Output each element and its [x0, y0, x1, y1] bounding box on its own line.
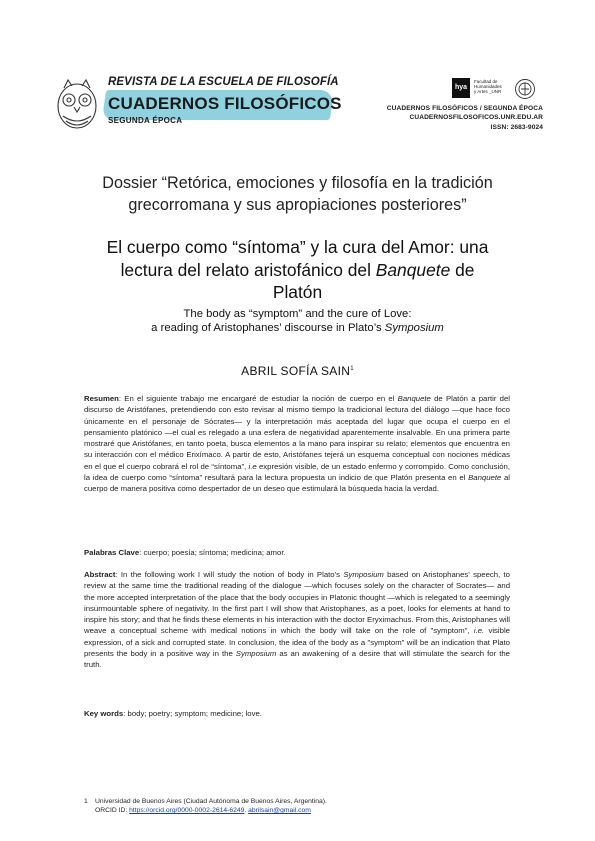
university-seal-icon — [514, 78, 536, 100]
abstract-es: Resumen: En el siguiente trabajo me encargaré de estudiar la noción de cuerpo en el Banquete de Platón a partir del discurso de Aristófanes, pretendiendo con esto revisar al mismo tiempo la tradicional lectura del diálogo —que hace foco únicamente en el personaje de Sócrates— y la interpretación más aceptada del lugar que ocupa el cuerpo en el pensamiento platónico —el cual es relegado a una esfera de negatividad aparentemente insalvable. En una primera parte mostraré que Aristófanes, en tanto poeta, busca elementos a la mano para inspirar su relato; elementos que encuentra en su interacción con el médico Erixímaco. A partir de esto, Aristófanes tejerá un esquema conceptual con nociones médicas en el que el cuerpo cobrará el rol de “síntoma”, i.e expresión visible, de un estado enfermo y corrompido. Como conclusión, la idea de cuerpo como “síntoma” resultará para la lectura propuesta un indicio de que Platón presenta en el Banquete al cuerpo de manera positiva como despertador de un deseo que estimulará la búsqueda hacia la verdad. — [84, 394, 511, 493]
orcid-link[interactable]: https://orcid.org/0000-0002-2614-6249 — [129, 807, 245, 815]
journal-url[interactable]: CUADERNOSFILOSOFICOS.UNR.EDU.AR — [409, 114, 543, 122]
faculty-logo — [452, 78, 542, 100]
journal-issn: ISSN: 2683-9024 — [490, 123, 543, 131]
footnote: 1 Universidad de Buenos Aires (Ciudad Autónoma de Buenos Aires, Argentina). ORCID ID: https://orcid.org/0000-0002-2614-6249. abrilsain@gmail.com — [84, 798, 327, 815]
title-en-line-1: The body as “symptom” and the cure of Love: — [183, 308, 412, 320]
dossier-title: Dossier “Retórica, emociones y filosofía en la tradición grecorromana y sus apropiaciones posteriores” — [102, 174, 493, 214]
author-footnote-mark[interactable]: 1 — [350, 366, 354, 372]
journal-logo — [52, 70, 342, 140]
title-es-line-1: El cuerpo como “síntoma” y la cura del Amor: una — [106, 237, 489, 257]
logo-line-3: SEGUNDA ÉPOCA — [108, 116, 183, 125]
logo-line-2: CUADERNOS FILOSÓFICOS — [108, 94, 342, 113]
article-title-es — [60, 236, 535, 304]
abstract-en-label: Abstract — [84, 570, 116, 579]
keywords-es: Palabras Clave: cuerpo; poesía; síntoma; medicina; amor. — [84, 548, 286, 557]
email-link[interactable]: abrilsain@gmail.com — [248, 807, 311, 815]
footnote-affiliation: Universidad de Buenos Aires (Ciudad Autónoma de Buenos Aires, Argentina). — [95, 798, 327, 805]
author-name: ABRIL SOFÍA SAIN$^1$ — [241, 364, 354, 378]
abstract-en: Abstract: In the following work I will study the notion of body in Plato’s Symposium based on Aristophanes' speech, to review at the same time the traditional reading of the dialogue —which focuses solely on the character of Socrates— and the more accepted interpretation of the place that the body occupies in Platonic thought —which is relegated to a seemingly insurmountable sphere of negativity. In the first part I will show that Aristophanes, as a poet, looks for elements at hand to inspire his story; and that he finds these elements in his interaction with the doctor Eryximachus. From this, Aristophanes will weave a conceptual scheme with medical notions in which the body will take on the role of "symptom", i.e. visible expression, of a sick and corrupted state. In conclusion, the idea of the body as a "symptom" will be an indication that Plato presents the body in a positive way in the Symposium as an awakening of a desire that will stimulate the search for the truth. — [84, 570, 511, 669]
journal-info — [387, 104, 543, 132]
keywords-es-label: Palabras Clave — [84, 548, 140, 557]
journal-name: CUADERNOS FILOSÓFICOS / SEGUNDA ÉPOCA — [386, 105, 543, 112]
abstract-es-label: Resumen — [84, 394, 119, 403]
owl-emblem-icon — [52, 74, 102, 132]
logo-line-1: REVISTA DE LA ESCUELA DE FILOSOFÍA — [108, 76, 339, 88]
faculty-name: Facultad de Humanidades y Artes _UNR — [474, 79, 502, 94]
title-es-line-2: lectura del relato aristofánico del Banquete de — [120, 259, 475, 280]
article-title-en — [60, 307, 535, 335]
footnote-number: 1 — [84, 798, 88, 805]
title-es-line-3: Platón — [272, 282, 323, 302]
faculty-mark: hya — [452, 78, 470, 98]
keywords-en-label: Key words — [84, 709, 124, 718]
keywords-en: Key words: body; poetry; symptom; medicine; love. — [84, 709, 262, 718]
title-en-line-2: a reading of Aristophanes’ discourse in Plato’s Symposium — [151, 322, 444, 334]
